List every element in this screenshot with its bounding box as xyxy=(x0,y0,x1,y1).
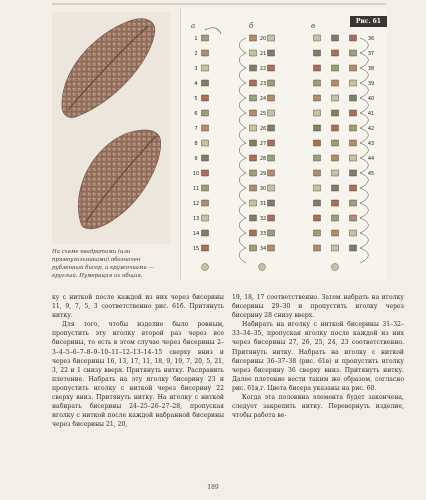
bead-number: 33 xyxy=(259,231,267,237)
bead-square xyxy=(202,185,209,191)
bead-square xyxy=(350,185,357,191)
bead-square xyxy=(350,95,357,101)
bead-square xyxy=(332,50,339,56)
bead-square xyxy=(268,95,275,101)
bead-square xyxy=(350,140,357,146)
bead-square xyxy=(332,65,339,71)
figure-caption: На схеме квадратами (или прямоугольниками) обозначен рубленный бисер, а кружочками — круглый. Нумерация их общая. xyxy=(52,249,154,279)
thread-path xyxy=(360,233,368,248)
bead-number: 30 xyxy=(259,186,267,192)
thread-path xyxy=(239,53,246,68)
bead-square xyxy=(314,95,321,101)
bead-number: 43 xyxy=(367,141,375,147)
column-label-b: б xyxy=(249,22,254,30)
bead-square xyxy=(314,185,321,191)
bead-square xyxy=(202,125,209,131)
bead-number: 26 xyxy=(259,126,267,132)
bead-square xyxy=(268,200,275,206)
beaded-leaves-image xyxy=(52,12,170,244)
bead-square xyxy=(268,230,275,236)
bead-number: 38 xyxy=(367,66,375,72)
thread-path xyxy=(239,248,246,263)
bead-number: 28 xyxy=(259,156,267,162)
thread-path xyxy=(239,143,246,158)
figure-label: Рис. 61 xyxy=(350,16,387,27)
bead-number: 22 xyxy=(259,66,267,72)
bead-number: 5 xyxy=(194,96,198,102)
bead-number: 7 xyxy=(194,126,198,132)
bead-square xyxy=(268,80,275,86)
bead-square xyxy=(332,245,339,251)
bead-square xyxy=(268,140,275,146)
bead-square xyxy=(250,200,257,206)
bead-number: 25 xyxy=(259,111,267,117)
bead-number: 39 xyxy=(367,81,375,87)
bead-number: 13 xyxy=(192,216,200,222)
bead-number: 1 xyxy=(194,36,198,42)
bead-square xyxy=(350,200,357,206)
thread-path xyxy=(239,203,246,218)
bead-square xyxy=(332,185,339,191)
beading-diagram xyxy=(180,8,387,280)
bead-square xyxy=(268,50,275,56)
bead-square xyxy=(314,80,321,86)
bead-square xyxy=(350,65,357,71)
thread-path xyxy=(239,38,246,53)
bead-square xyxy=(202,95,209,101)
bead-square xyxy=(202,50,209,56)
bead-square xyxy=(202,35,209,41)
bead-square xyxy=(350,80,357,86)
bead-square xyxy=(350,125,357,131)
right-text-column xyxy=(232,293,404,420)
column-label-a: a xyxy=(191,22,196,30)
bead-square xyxy=(268,215,275,221)
bead-square xyxy=(314,230,321,236)
bead-square xyxy=(314,200,321,206)
thread-path xyxy=(239,128,246,143)
thread-path xyxy=(239,218,246,233)
bead-number: 14 xyxy=(192,231,200,237)
bead-square xyxy=(314,170,321,176)
bead-square xyxy=(250,95,257,101)
bead-square xyxy=(332,110,339,116)
bead-square xyxy=(314,50,321,56)
round-bead xyxy=(202,264,209,271)
bead-square xyxy=(202,200,209,206)
bead-number: 10 xyxy=(192,171,200,177)
bead-square xyxy=(332,95,339,101)
bead-square xyxy=(332,155,339,161)
bead-square xyxy=(202,80,209,86)
column-label-c: в xyxy=(311,22,316,30)
bead-square xyxy=(250,170,257,176)
bead-number: 32 xyxy=(259,216,267,222)
thread-path xyxy=(239,113,246,128)
bead-square xyxy=(332,80,339,86)
round-bead xyxy=(259,264,266,271)
bead-number: 29 xyxy=(259,171,267,177)
thread-path xyxy=(239,98,246,113)
bead-square xyxy=(202,155,209,161)
bead-square xyxy=(268,185,275,191)
bead-square xyxy=(202,140,209,146)
thread-path xyxy=(360,248,368,263)
bead-number: 44 xyxy=(367,156,375,162)
bead-square xyxy=(350,230,357,236)
bead-square xyxy=(314,140,321,146)
bead-square xyxy=(202,170,209,176)
thread-path xyxy=(239,173,246,188)
bead-square xyxy=(314,155,321,161)
bead-square xyxy=(350,155,357,161)
thread-path xyxy=(239,68,246,83)
thread-path xyxy=(360,203,368,218)
bead-square xyxy=(314,65,321,71)
bead-square xyxy=(250,35,257,41)
bead-square xyxy=(268,245,275,251)
bead-square xyxy=(202,65,209,71)
bead-number: 9 xyxy=(194,156,198,162)
bead-square xyxy=(250,140,257,146)
bead-number: 37 xyxy=(367,51,375,57)
bead-square xyxy=(250,155,257,161)
bead-square xyxy=(332,230,339,236)
bead-square xyxy=(314,125,321,131)
bead-number: 23 xyxy=(259,81,267,87)
bead-number: 8 xyxy=(194,141,198,147)
bead-square xyxy=(332,170,339,176)
bead-square xyxy=(250,230,257,236)
bead-square xyxy=(332,215,339,221)
bead-square xyxy=(268,125,275,131)
bead-square xyxy=(268,35,275,41)
bead-square xyxy=(350,245,357,251)
bead-square xyxy=(314,245,321,251)
bead-square xyxy=(202,230,209,236)
bead-square xyxy=(250,215,257,221)
bead-number: 36 xyxy=(367,36,375,42)
paragraph: ку с ниткой после каждой из них через бисерины 11, 9, 7, 5, 3 соответственно рис. 61б. Притянуть нитку. xyxy=(52,294,224,320)
bead-square xyxy=(268,110,275,116)
bead-square xyxy=(268,170,275,176)
bead-number: 45 xyxy=(367,171,375,177)
bead-square xyxy=(250,125,257,131)
thread-path xyxy=(239,83,246,98)
thread-path xyxy=(239,233,246,248)
thread-path xyxy=(360,188,368,203)
bead-square xyxy=(314,215,321,221)
bead-square xyxy=(350,215,357,221)
bead-number: 6 xyxy=(194,111,198,117)
bead-number: 27 xyxy=(259,141,267,147)
bead-square xyxy=(350,35,357,41)
thread-path xyxy=(360,218,368,233)
bead-number: 20 xyxy=(259,36,267,42)
bead-square xyxy=(250,185,257,191)
thread-path xyxy=(205,28,221,34)
paragraph: Когда эта половина элемента будет закончена, следует закрепить нитку. Перевернуть изделие, чтобы работа ве- xyxy=(232,394,404,420)
bead-square xyxy=(350,50,357,56)
bead-number: 11 xyxy=(192,186,200,192)
bead-number: 2 xyxy=(194,51,198,57)
bead-square xyxy=(350,110,357,116)
leaf-photo xyxy=(52,12,170,244)
bead-square xyxy=(332,200,339,206)
page-number: 189 xyxy=(207,484,219,491)
bead-square xyxy=(250,80,257,86)
bead-square xyxy=(268,155,275,161)
bead-number: 3 xyxy=(194,66,198,72)
page-top-rule xyxy=(52,3,386,5)
bead-number: 34 xyxy=(259,246,267,252)
bead-square xyxy=(314,35,321,41)
bead-square xyxy=(350,170,357,176)
bead-square xyxy=(250,110,257,116)
bead-square xyxy=(202,215,209,221)
bead-square xyxy=(332,35,339,41)
bead-number: 40 xyxy=(367,96,375,102)
bead-number: 41 xyxy=(367,111,375,117)
bead-square xyxy=(250,245,257,251)
bead-number: 42 xyxy=(367,126,375,132)
paragraph: Набирать на иголку с ниткой бисерины 31–32–33–34–35, пропуская иголку после каждой из них через бисерины 27, 26, 25, 24, 23 соответственно. Притянуть нитку. Набрать на иголку с ниткой бисерины 36–37–38 (рис. 61в) и пропустить иголку через бисерину 36 сверху вниз. Притянуть нитку. Далее плетение вести таким же образом, согласно рис. 61в,г. Цвета бисера указаны на рис. 60. xyxy=(232,321,404,392)
bead-number: 31 xyxy=(259,201,267,207)
bead-square xyxy=(332,125,339,131)
bead-number: 24 xyxy=(259,96,267,102)
bead-square xyxy=(332,140,339,146)
thread-path xyxy=(239,188,246,203)
left-text-column xyxy=(52,293,224,429)
bead-number: 15 xyxy=(192,246,200,252)
round-bead xyxy=(332,264,339,271)
bead-number: 21 xyxy=(259,51,267,57)
paragraph: 19, 18, 17 соответственно. Затем набрать на иголку бисерины 29–30 и пропустить иголку через бисерину 28 снизу вверх. xyxy=(232,294,404,320)
thread-path xyxy=(239,158,246,173)
bead-square xyxy=(250,50,257,56)
bead-number: 12 xyxy=(192,201,200,207)
bead-square xyxy=(202,245,209,251)
bead-square xyxy=(268,65,275,71)
paragraph: Для того, чтобы изделие было ровным, пропустить эту иголку второй раз через все бисерины, то есть в этом случае через бисерины 2–3–4–5–6–7–8–9–10–11–12–13–14–15 сверху вниз и через бисерины 16, 13, 17, 11, 18, 9, 19, 7, 20, 5, 21, 3, 22 и 1 снизу вверх. Притянуть нитку. Расправить плетение. Набрать на эту иголку бисерину 23 и пропустить иголку с ниткой через бисерину 22 сверху вниз. Притянуть нитку. На иголку с ниткой набирать бисерины 24–25–26–27–28, пропуская иголку с ниткой после каждой набранной бисерины через бисерины 21, 20, xyxy=(52,321,224,429)
bead-scheme xyxy=(181,8,387,280)
bead-square xyxy=(314,110,321,116)
bead-square xyxy=(202,110,209,116)
bead-number: 4 xyxy=(194,81,198,87)
bead-square xyxy=(250,65,257,71)
